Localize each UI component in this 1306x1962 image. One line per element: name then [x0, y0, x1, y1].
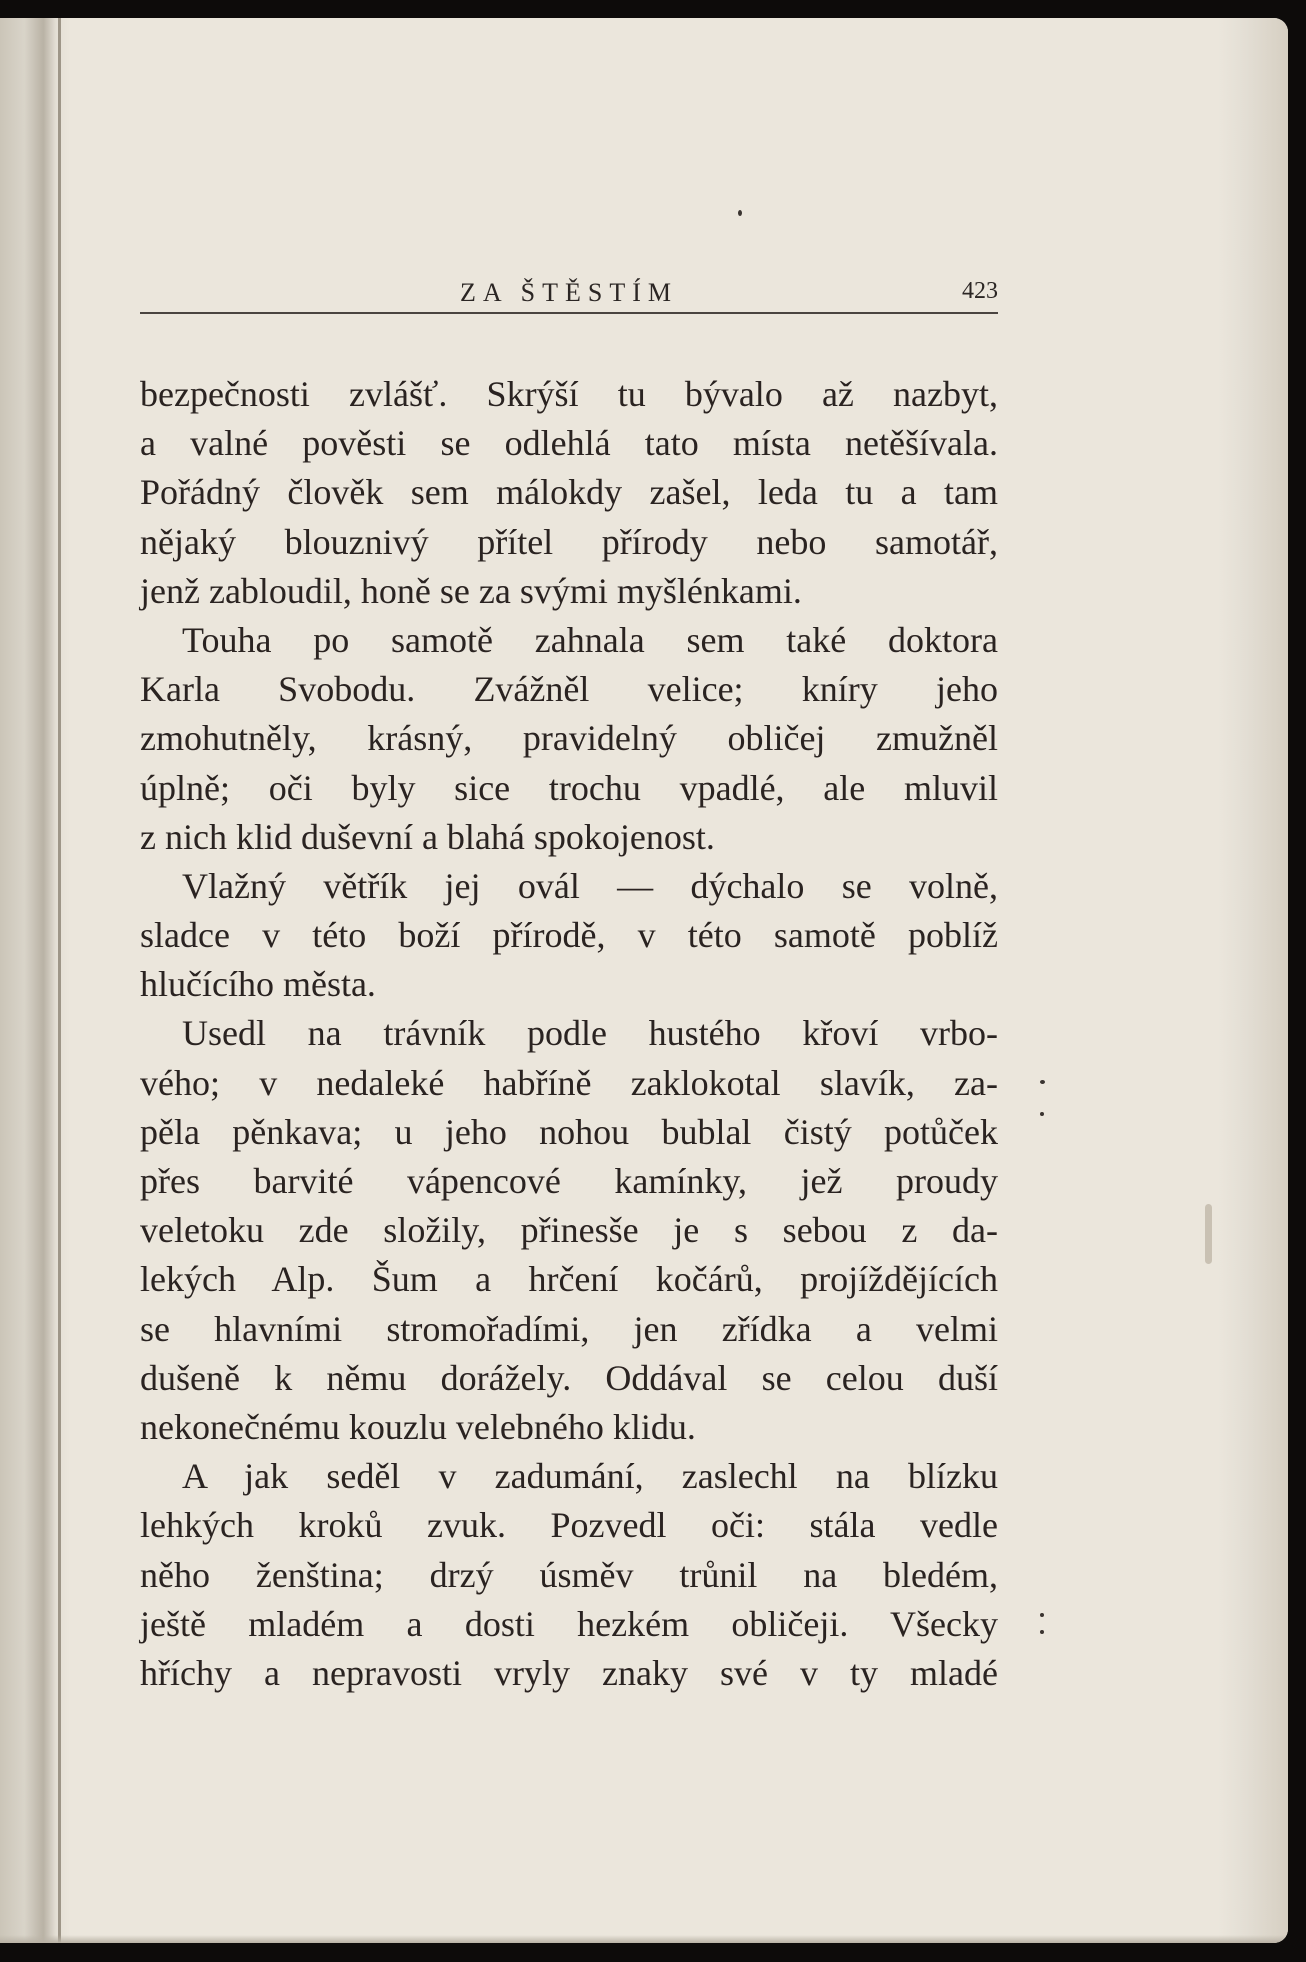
text-line: nekonečnému kouzlu velebného klidu. — [140, 1406, 696, 1447]
text-line: něho ženština; drzý úsměv trůnil na bledém, — [140, 1554, 998, 1595]
text-line: vého; v nedaleké habříně zaklokotal slavík, za- — [140, 1062, 998, 1103]
text-line: lekých Alp. Šum a hrčení kočárů, projíždějících — [140, 1259, 998, 1300]
paragraph — [140, 1452, 998, 1698]
body-text — [140, 370, 998, 1698]
text-line: jenž zabloudil, honě se za svými myšlénkami. — [140, 570, 802, 611]
paragraph — [140, 1009, 998, 1452]
text-line: Touha po samotě zahnala sem také doktora — [182, 619, 998, 660]
ink-speck — [1040, 1613, 1044, 1617]
text-line: přes barvité vápencové kamínky, jež proudy — [140, 1161, 998, 1201]
page-bottom-edge — [0, 1935, 1288, 1943]
ink-speck — [738, 210, 742, 216]
running-title: ZA ŠTĚSTÍM — [459, 278, 679, 307]
text-line: z nich klid duševní a blahá spokojenost. — [140, 816, 715, 857]
paragraph — [140, 616, 998, 862]
text-line: bezpečnosti zvlášť. Skrýší tu bývalo až nazbyt, — [140, 374, 998, 414]
ink-speck — [1040, 1112, 1044, 1116]
text-line: Usedl na trávník podle hustého křoví vrbo- — [182, 1013, 998, 1054]
text-line: A jak seděl v zadumání, zaslechl na blízku — [182, 1456, 998, 1497]
text-line: lehkých kroků zvuk. Pozvedl oči: stála vedle — [140, 1505, 998, 1546]
text-line: pěla pěnkava; u jeho nohou bublal čistý potůček — [140, 1111, 998, 1152]
text-line: úplně; oči byly sice trochu vpadlé, ale mluvil — [140, 767, 998, 808]
book-page — [0, 18, 1288, 1943]
ink-speck — [1205, 1204, 1212, 1264]
text-line: sladce v této boží přírodě, v této samotě poblíž — [140, 915, 998, 956]
text-line: ještě mladém a dosti hezkém obličeji. Všecky — [140, 1603, 998, 1644]
text-line: nějaký blouznivý přítel přírody nebo samotář, — [140, 521, 998, 562]
paragraph — [140, 370, 998, 616]
page-edge-stain — [1218, 18, 1288, 1943]
page-number: 423 — [962, 278, 998, 304]
spine-fold — [58, 18, 61, 1943]
ink-speck — [1040, 1080, 1045, 1084]
ink-speck — [1040, 1630, 1044, 1634]
header-rule — [140, 312, 998, 314]
text-line: Pořádný člověk sem málokdy zašel, leda tu a tam — [140, 472, 998, 513]
text-line: se hlavními stromořadími, jen zřídka a velmi — [140, 1308, 998, 1349]
text-line: zmohutněly, krásný, pravidelný obličej zmužněl — [140, 718, 998, 759]
text-line: dušeně k němu dorážely. Oddával se celou duší — [140, 1357, 998, 1398]
running-head — [140, 268, 998, 314]
text-line: veletoku zde složily, přinesše je s sebou z da- — [140, 1210, 998, 1251]
text-line: Vlažný větřík jej ovál — dýchalo se volně, — [182, 865, 998, 906]
text-line: Karla Svobodu. Zvážněl velice; kníry jeho — [140, 669, 998, 710]
text-line: hříchy a nepravosti vryly znaky své v ty mladé — [140, 1652, 998, 1693]
text-line: a valné pověsti se odlehlá tato místa netěšívala. — [140, 423, 998, 464]
text-line: hlučícího města. — [140, 964, 376, 1005]
paragraph — [140, 862, 998, 1010]
